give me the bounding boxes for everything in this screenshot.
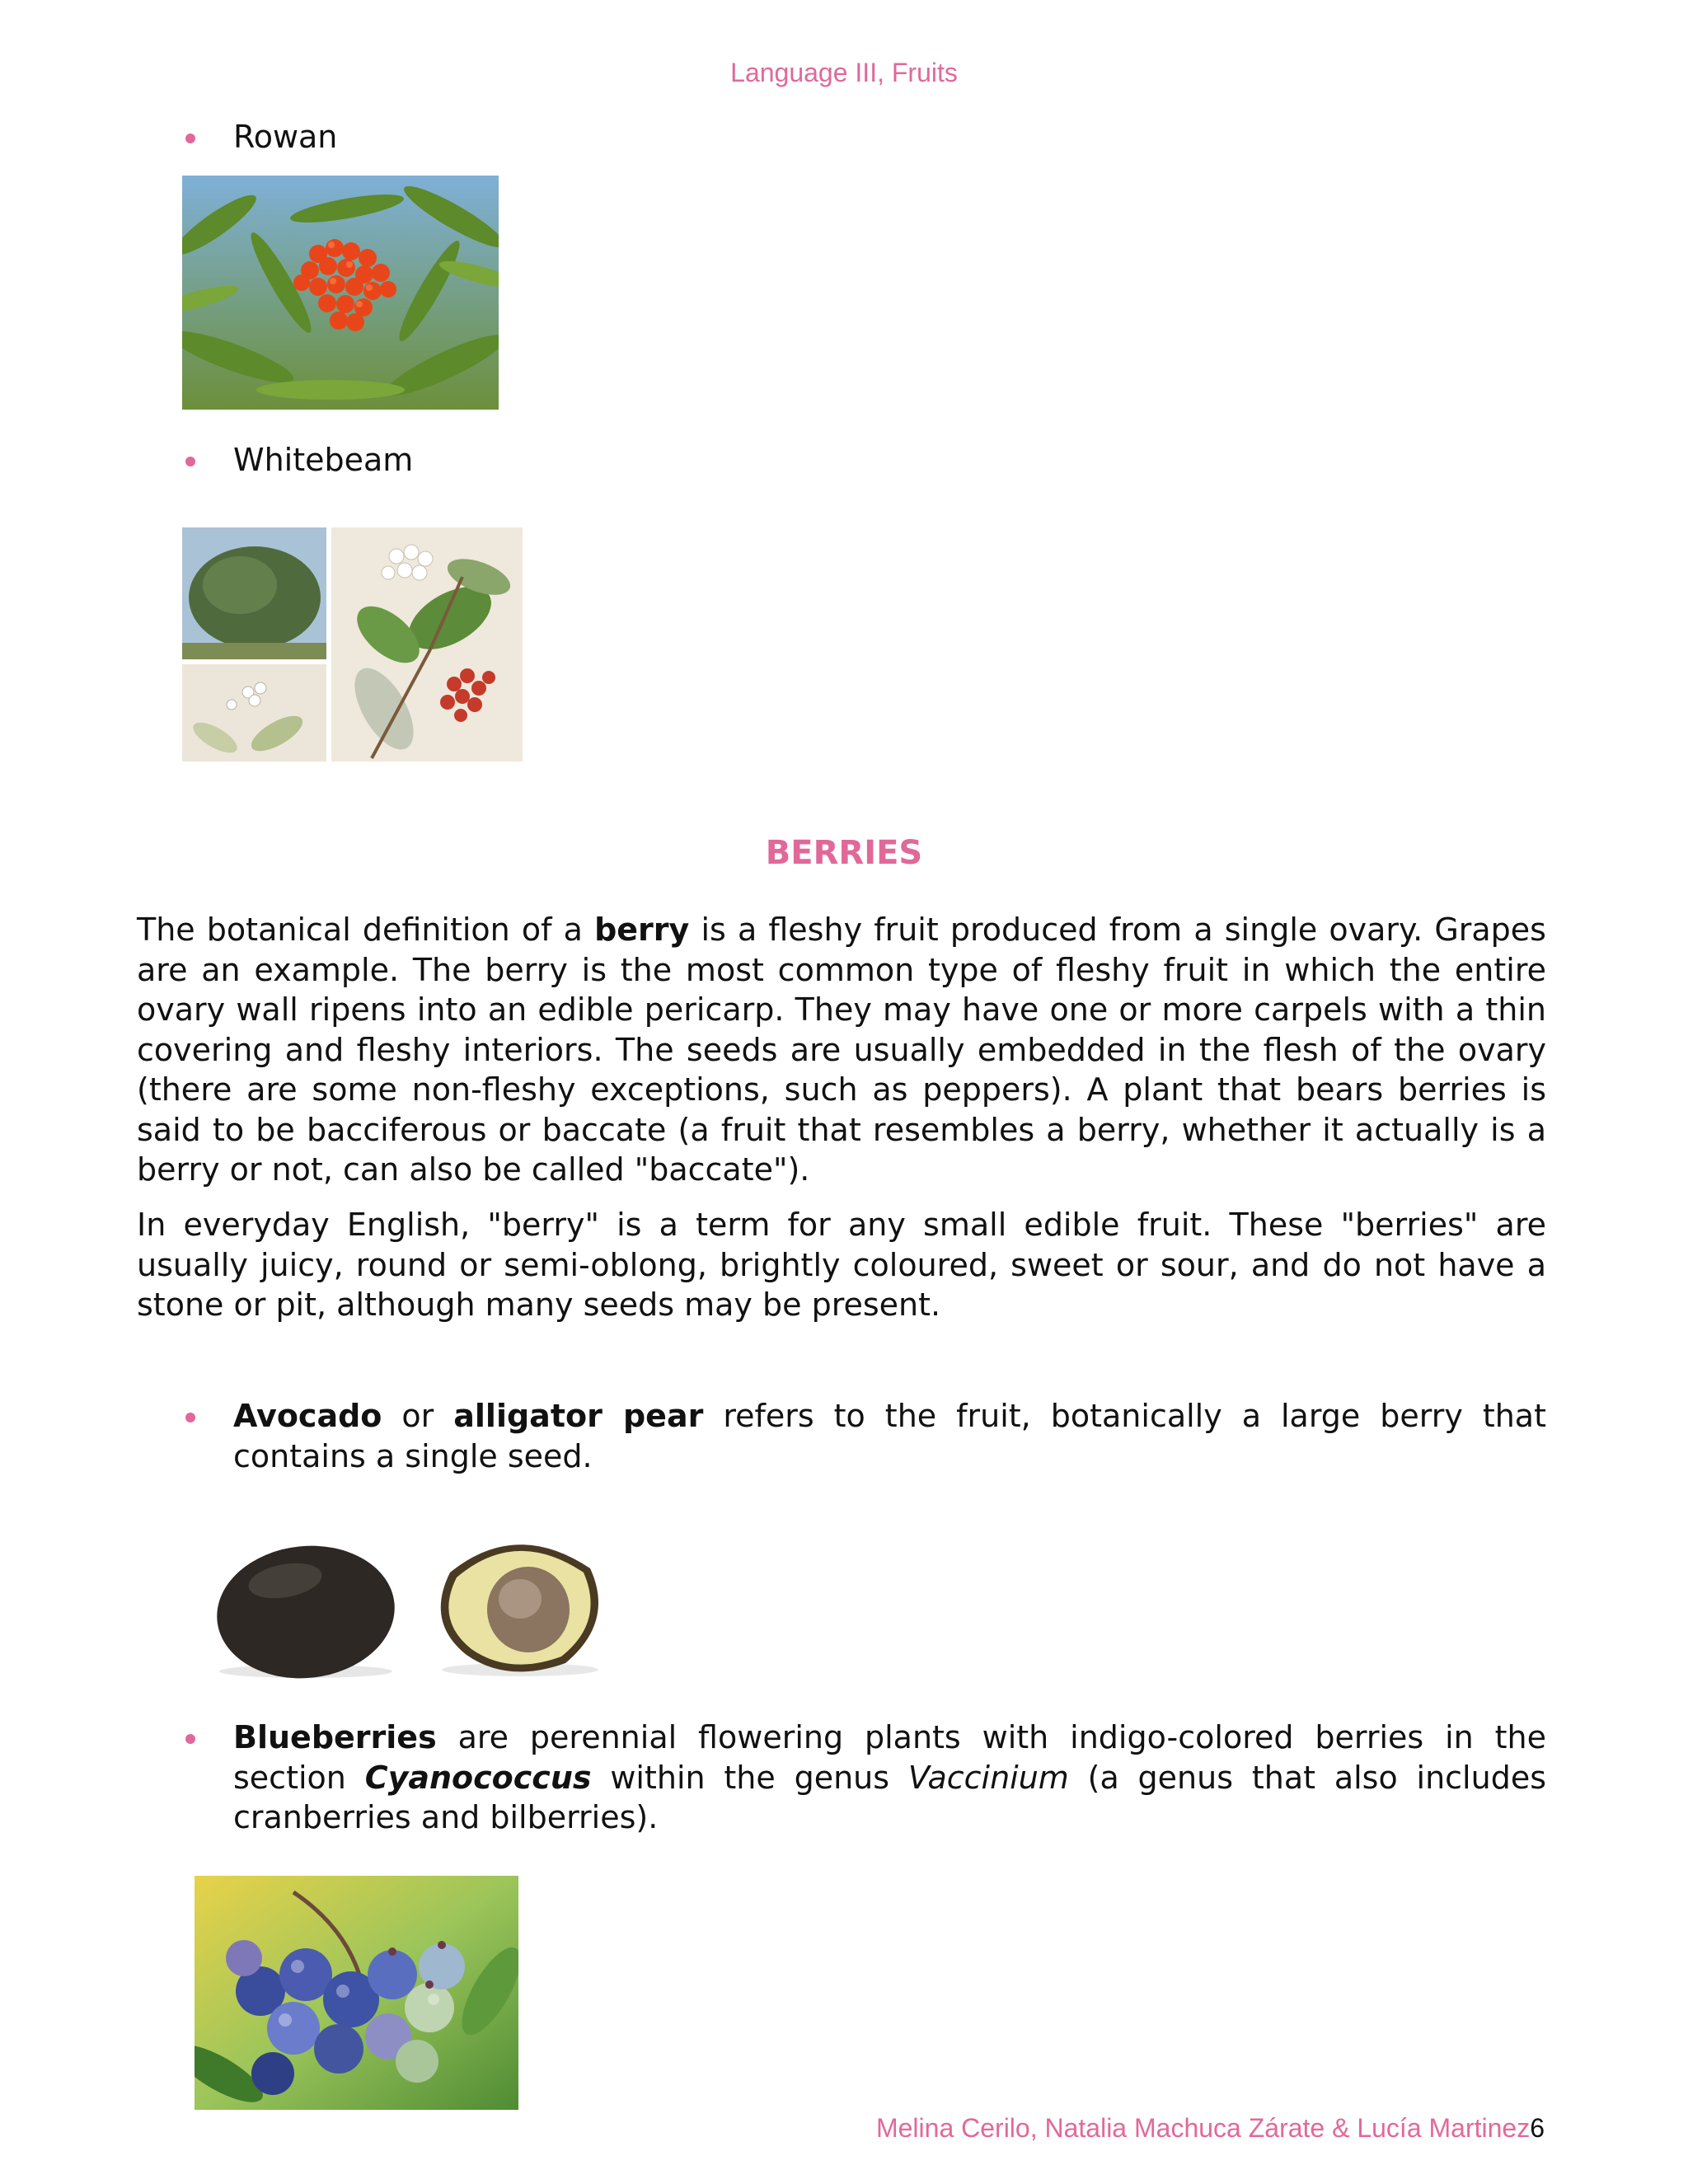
list-item-text-part: or (382, 1398, 454, 1434)
paragraph-text: The botanical definition of a (137, 912, 595, 948)
list-item-rowan (185, 117, 337, 157)
blueberries-photo (195, 1876, 518, 2110)
paragraph-text: is a fleshy fruit produced from a single ovary. Grapes are an example. The berry is the most common type of fleshy fruit in which the entire ovary wall ripens into an edible pericarp. They may have one or more carpels with a thin covering and fleshy interiors. The seeds are usually embedded in the flesh of the ovary (there are some non-fleshy exceptions, such as peppers). A plant that bears berries is said to be bacciferous or baccate (a fruit that resembles a berry, whether it actually is a berry or not, can also be called "baccate"). (137, 912, 1546, 1188)
berries-definition-paragraph (137, 910, 1546, 1190)
bold-term: Blueberries (233, 1719, 437, 1755)
list-item-whitebeam (185, 440, 413, 480)
list-item-text-part: within the genus (591, 1759, 908, 1796)
bold-term: berry (594, 912, 690, 948)
bold-italic-term: Cyanococcus (364, 1759, 592, 1796)
list-item-text-part: refers to the fruit, botanically a large berry that contains a single seed. (233, 1398, 1546, 1474)
italic-term: Vaccinium (907, 1759, 1069, 1796)
footer-authors: Melina Cerilo, Natalia Machuca Zárate & Lucía Martinez (875, 2113, 1531, 2143)
bullet-dot-icon (185, 134, 195, 143)
list-item-blueberries (185, 1718, 1546, 1838)
page-header: Language III, Fruits (730, 58, 958, 87)
list-item-text-part: (a genus that also includes cranberries and bilberries). (233, 1759, 1546, 1835)
list-item-text-part: are perennial flowering plants with indigo-colored berries in the section (233, 1719, 1546, 1796)
berries-everyday-paragraph: In everyday English, "berry" is a term for any small edible fruit. These "berries" are usually juicy, round or semi-oblong, brightly coloured, sweet or sour, and do not have a stone or pit, although many seeds may be present. (137, 1207, 1546, 1323)
page-number: 6 (1530, 2113, 1545, 2143)
avocado-photo (203, 1523, 615, 1685)
bullet-dot-icon (185, 1413, 195, 1422)
rowan-photo (182, 176, 499, 410)
list-item-avocado (185, 1396, 1546, 1476)
list-item-text (233, 1718, 1546, 1838)
section-title-berries: BERRIES (765, 834, 923, 872)
bullet-dot-icon (185, 1734, 195, 1744)
page-footer (876, 2113, 1545, 2144)
bold-term: Avocado (233, 1398, 382, 1434)
bullet-dot-icon (185, 457, 195, 466)
whitebeam-photo (182, 527, 523, 762)
list-item-label: Rowan (233, 119, 338, 155)
list-item-label: Whitebeam (233, 442, 414, 478)
list-item-text (233, 1396, 1546, 1476)
bold-term: alligator pear (453, 1398, 704, 1434)
